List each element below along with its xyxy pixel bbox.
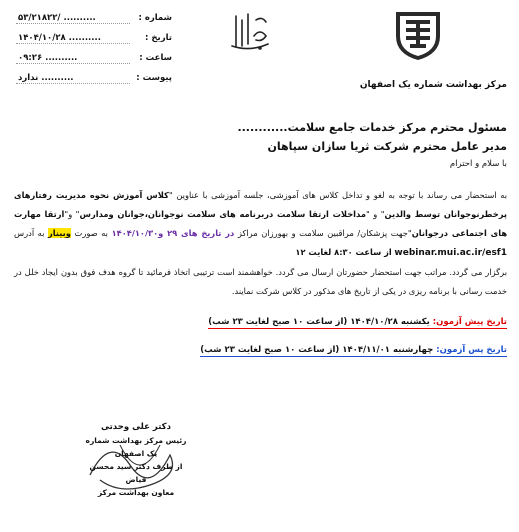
meta-time-value: ۰۹:۲۶ ..........	[16, 53, 130, 64]
para-text: به آدرس	[14, 228, 45, 238]
meta-date-row	[12, 28, 172, 48]
webinar-badge: وبینار	[48, 228, 71, 238]
session-dates: در تاریخ های ۲۹ و۱۴۰۴/۱۰/۳۰	[111, 228, 235, 238]
meta-attachment-value: ندارد ..........	[16, 73, 130, 84]
signer-title-2: از طرف دکتر سید محسن فیاض	[89, 462, 183, 484]
bismillah-calligraphy-icon	[226, 6, 274, 56]
signer-title-3: معاون بهداشت مرکز	[97, 488, 175, 497]
university-logo-icon	[392, 6, 444, 62]
greeting: با سلام و احترام	[449, 159, 507, 169]
meta-number-label: شماره :	[138, 13, 172, 23]
recipient-line-1: مسئول محترم مرکز خدمات جامع سلامت............	[237, 121, 507, 134]
pretest-value: یکشنبه ۱۴۰۴/۱۰/۲۸ (از ساعت ۱۰ صبح لغایت ۲۳ شب)	[208, 317, 430, 327]
signer-name: دکتر علی وحدتی	[101, 422, 171, 432]
course-title-3: ارتقا مهارت های اجتماعی درجوانان	[14, 209, 508, 238]
course-title-2: مداخلات ارتقا سلامت دربرنامه های سلامت نوجوانان،جوانان ومدارس	[79, 209, 366, 219]
posttest-value: چهارشنبه ۱۴۰۴/۱۱/۰۱ (از ساعت ۱۰ صبح لغایت ۲۳ شب)	[200, 345, 434, 355]
meta-date-value: ۱۴۰۴/۱۰/۲۸ ..........	[16, 33, 130, 44]
meta-attachment-row	[12, 68, 172, 88]
meta-time-row	[12, 48, 172, 68]
signer-title-1: رئیس مرکز بهداشت شماره یک اصفهان	[85, 436, 187, 458]
para-text: به صورت	[74, 228, 108, 238]
para-text: برگزار می گردد. مراتب جهت استحضار حضورتان ارسال می گردد. خواهشمند است ترتیبی اتخاذ فرمائید تا گروه هدف فوق بدون ایجاد خلل در خدمت رسانی با برنامه ریزی در یکی از تاریخ های مذکور در کلاس شرکت نمایند.	[14, 267, 507, 296]
para-text: " و "	[365, 209, 385, 219]
meta-number-value: ۵۳/۲۱۸۲۲/ ..........	[16, 13, 130, 24]
para-text: "جهت پزشکان/ مراقبین سلامت و بهورزان مراکز	[237, 228, 412, 238]
pretest-label: تاریخ پیش آزمون:	[432, 317, 507, 327]
meta-date-label: تاریخ :	[145, 33, 172, 43]
posttest-label: تاریخ پس آزمون:	[436, 345, 507, 355]
signature-block	[80, 420, 192, 499]
posttest-date	[200, 345, 507, 357]
webinar-url-link[interactable]: webinar.mui.ac.ir/esf1	[394, 248, 507, 258]
letter-paragraph	[14, 186, 507, 301]
letter-meta	[12, 8, 172, 88]
recipient-line-2: مدیر عامل محترم شرکت ثریا سازان سپاهان	[267, 140, 507, 153]
session-time: از ساعت ۸:۳۰ لغایت ۱۲	[295, 247, 392, 257]
meta-number-row	[12, 8, 172, 28]
meta-attachment-label: پیوست :	[136, 73, 172, 83]
organization-name: مرکز بهداشت شماره یک اصفهان	[359, 80, 507, 90]
pretest-date	[208, 317, 507, 329]
para-text: به استحضار می رساند با توجه به لغو و تداخل کلاس های آموزشی، جلسه آموزشی با عناوین "	[168, 190, 508, 200]
meta-time-label: ساعت :	[139, 53, 172, 63]
para-text: " و"	[64, 209, 80, 219]
letter-body	[14, 118, 507, 357]
course-title-1: کلاس آموزش نحوه مدیریت رفتارهای پرخطرنوجوانان توسط والدین	[14, 190, 507, 219]
